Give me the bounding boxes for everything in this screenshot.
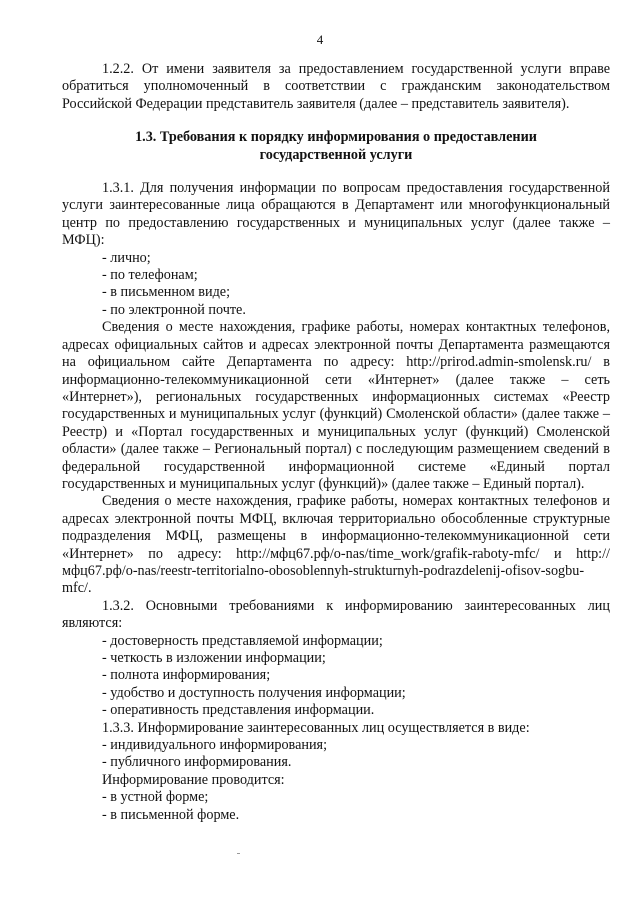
list-item-oral: - в устной форме; [102,789,209,806]
paragraph-1-2-2: 1.2.2. От имени заявителя за предоставлением государственной услуги вправе обратиться уполномоченный в соответствии с гражданским законодательством Российской Федерации представитель заявителя (далее – представитель заявителя). [62,61,610,112]
list-item-in-writing: - в письменном виде; [102,284,231,301]
paragraph-1-3-3: 1.3.3. Информирование заинтересованных лиц осуществляется в виде: [102,719,530,736]
list-item-by-phone: - по телефонам; [102,267,198,284]
list-item-accuracy: - достоверность представляемой информации; [102,632,383,649]
list-item-individual: - индивидуального информирования; [102,737,328,754]
paragraph-inform-conducted: Информирование проводится: [102,771,285,788]
paragraph-1-3-2: 1.3.2. Основными требованиями к информированию заинтересованных лиц являются: [62,597,610,632]
list-item-completeness: - полнота информирования; [102,667,271,684]
heading-line-2: государственной услуги [259,146,413,163]
paragraph-mfc-info: Сведения о месте нахождения, графике работы, номерах контактных телефонов и адресах электронной почты МФЦ, включая территориально обособленные структурные подразделения МФЦ, размещены в информационно-телекоммуникационной сети «Интернет» по адресу: http://мфц67.рф/o-nas/time_work/grafik-raboty-mfc/ и http://мфц67.рф/o-nas/reestr-territorialno-obosoblennyh-strukturnyh-podrazdelenij-ofisov-sogbu-mfc/. [62,493,610,597]
document-body [62,61,610,824]
page-number: 4 [316,32,324,47]
list-item-clarity: - четкость в изложении информации; [102,650,326,666]
scan-mark [237,853,240,854]
list-item-accessibility: - удобство и доступность получения информации; [102,684,406,701]
section-heading-1-3 [62,129,610,164]
list-item-promptness: - оперативность представления информации. [102,702,375,719]
list-item-public: - публичного информирования. [102,754,292,771]
heading-line-1: 1.3. Требования к порядку информирования о предоставлении [135,129,537,146]
paragraph-department-info: Сведения о месте нахождения, графике работы, номерах контактных телефонов, адресах официальных сайтов и адресах электронной почты Департамента размещаются на официальном сайте Департамента по адресу: http://prirod.admin-smolensk.ru/ в информационно-телекоммуникационной сети «Интернет» (далее также – сеть «Интернет»), региональных государственных информационных системах «Реестр государственных и муниципальных услуг (функций) Смоленской области» (далее также – Реестр) и «Портал государственных и муниципальных услуг (функций) Смоленской области» (далее также – Региональный портал) с последующим размещением сведений в федеральной государственной информационной системе «Единый портал государственных и муниципальных услуг (функций)» (далее также – Единый портал). [62,319,610,492]
list-item-written: - в письменной форме. [102,806,240,823]
paragraph-1-3-1: 1.3.1. Для получения информации по вопросам предоставления государственной услуги заинтересованные лица обращаются в Департамент или многофункциональный центр по предоставлению государственных и муниципальных услуг (далее также – МФЦ): [62,180,610,249]
list-item-in-person: - лично; [102,249,151,266]
list-item-by-email: - по электронной почте. [102,301,246,318]
